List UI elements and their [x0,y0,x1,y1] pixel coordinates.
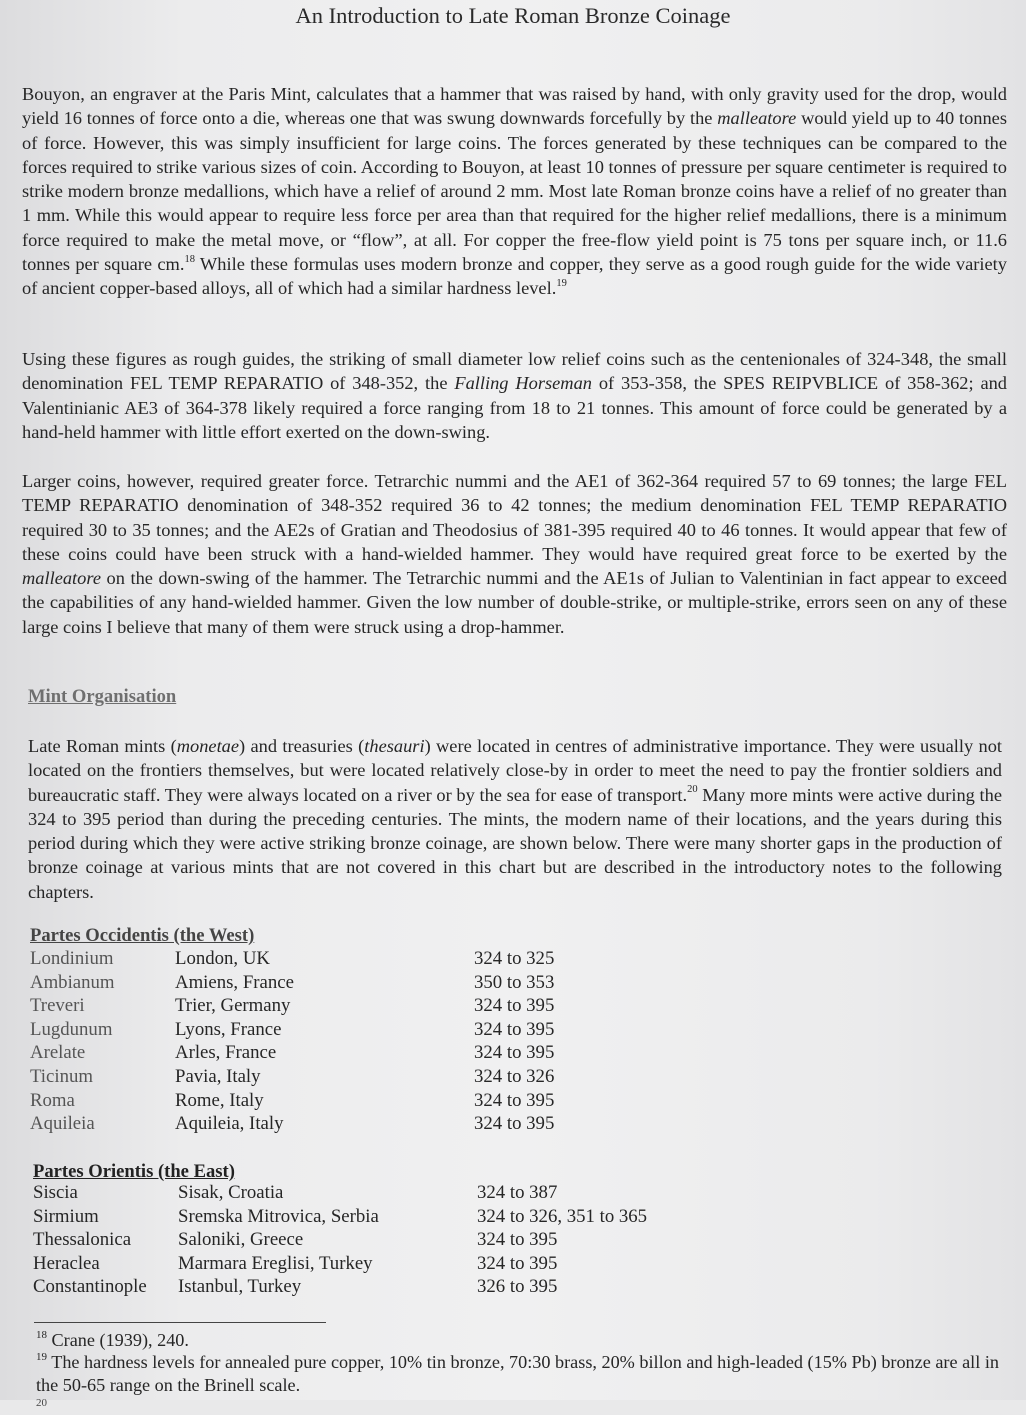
modern-location: Amiens, France [175,971,294,993]
modern-location: Arles, France [175,1042,277,1064]
modern-location: Sisak, Croatia [178,1182,284,1203]
modern-location: Pavia, Italy [175,1065,261,1087]
active-years: 324 to 326 [474,1065,555,1087]
active-years: 324 to 395 [477,1252,558,1274]
active-years: 324 to 395 [474,1018,555,1040]
footnote-divider [34,1322,326,1323]
active-years: 324 to 325 [474,948,555,969]
modern-location: Istanbul, Turkey [178,1276,302,1298]
mint-name: Lugdunum [30,1018,113,1040]
mint-name: Ticinum [30,1065,93,1087]
paragraph-mint-organisation: Late Roman mints (monetae) and treasuries (thesauri) were located in centres of administrative importance. They were usually not located on the frontiers themselves, but were located relatively close-by in order to meet the need to pay the frontier soldiers and bureaucratic staff. They were always located on a river or by the sea for ease of transport.$^{20}$ Many more mints were active during the 324 to 395 period than during the preceding centuries. The mints, the modern name of their locations, and the years during this period during which they were active striking bronze coinage, are shown below. There were many shorter gaps in the production of bronze coinage at various mints that are not covered in this chart but are described in the introductory notes to the following chapters. [28,736,1003,902]
paragraph-large-coins: Larger coins, however, required greater force. Tetrarchic nummi and the AE1 of 362-364 required 57 to 69 tonnes; the large FEL TEMP REPARATIO denomination of 348-352 required 36 to 42 tonnes; the medium denomination FEL TEMP REPARATIO required 30 to 35 tonnes; and the AE2s of Gratian and Theodosius of 381-395 required 40 to 46 tonnes. It would appear that few of these coins could have been struck with a hand-wielded hammer. They would have required great force to be exerted by the malleatore on the down-swing of the hammer. The Tetrarchic nummi and the AE1s of Julian to Valentinian in fact appear to exceed the capabilities of any hand-wielded hammer. Given the low number of double-strike, or multiple-strike, errors seen on any of these large coins I believe that many of them were struck using a drop-hammer. [22,471,1007,637]
modern-location: Sremska Mitrovica, Serbia [178,1205,379,1227]
italic-term: malleatore [22,568,101,589]
mint-name: Aquileia [30,1113,95,1135]
mint-name: Londinium [30,948,114,969]
mint-name: Ambianum [30,971,115,993]
east-mints-heading: Partes Orientis (the East) [33,1161,235,1182]
mint-name: Roma [30,1089,75,1111]
mint-name: Thessalonica [33,1229,132,1251]
footnote-number: 18 [36,1328,47,1341]
modern-location: London, UK [175,948,270,969]
italic-term: monetae [176,736,240,756]
active-years: 350 to 353 [474,971,555,993]
paragraph-small-coins: Using these figures as rough guides, the striking of small diameter low relief coins such as the centenionales of 324-348, the small denomination FEL TEMP REPARATIO of 348-352, the Falling Horseman of 353-358, the SPES REIPVBLICE of 358-362; and Valentinianic AE3 of 364-378 likely required a force ranging from 18 to 21 tonnes. This amount of force could be generated by a hand-held hammer with little effort exerted on the down-swing. [22,349,1007,442]
modern-location: Aquileia, Italy [175,1113,284,1135]
active-years: 324 to 395 [474,1042,555,1064]
footnote-ref: 19 [556,278,567,290]
footnote-ref: 18 [184,253,195,265]
mint-name: Constantinople [33,1276,147,1298]
active-years: 326 to 395 [477,1276,558,1298]
footnote-20-number: 20 [36,1397,47,1409]
active-years: 324 to 395 [474,995,555,1017]
active-years: 324 to 326, 351 to 365 [477,1205,648,1227]
active-years: 324 to 395 [474,1113,555,1135]
modern-location: Marmara Ereglisi, Turkey [178,1252,373,1274]
active-years: 324 to 395 [477,1229,558,1251]
footnote-number: 19 [36,1350,47,1363]
italic-term: Falling Horseman [454,373,592,394]
italic-term: thesauri [364,736,425,756]
modern-location: Lyons, France [175,1018,282,1040]
mint-name: Treveri [30,995,85,1017]
active-years: 324 to 387 [477,1182,558,1203]
mint-name: Sirmium [33,1205,99,1227]
mint-name: Siscia [33,1182,78,1203]
running-header: An Introduction to Late Roman Bronze Coinage [295,3,731,28]
footnote-19: $^{19}$ The hardness levels for annealed pure copper, 10% tin bronze, 70:30 brass, 20% billon and high-leaded (15% Pb) bronze are all in the 50-65 range on the Brinell scale. [36,1350,999,1395]
modern-location: Trier, Germany [175,995,291,1017]
italic-term: malleatore [717,108,797,129]
west-mints-heading: Partes Occidentis (the West) [30,925,255,946]
footnote-18: $^{18}$ Crane (1939), 240. [36,1328,189,1350]
active-years: 324 to 395 [474,1089,555,1111]
modern-location: Rome, Italy [175,1089,264,1111]
modern-location: Saloniki, Greece [178,1229,304,1251]
footnote-ref: 20 [687,784,698,796]
mint-name: Heraclea [33,1252,100,1274]
section-heading: Mint Organisation [28,686,177,707]
paragraph-force-estimates: Bouyon, an engraver at the Paris Mint, calculates that a hammer that was raised by hand, with only gravity used for the drop, would yield 16 tonnes of force onto a die, whereas one that was swung downwards forcefully by the malleatore would yield up to 40 tonnes of force. However, this was simply insufficient for large coins. The forces generated by these techniques can be compared to the forces required to strike various sizes of coin. According to Bouyon, at least 10 tonnes of pressure per square centimeter is required to strike modern bronze medallions, which have a relief of around 2 mm. Most late Roman bronze coins have a relief of no greater than 1 mm. While this would appear to require less force per area than that required for the higher relief medallions, there is a minimum force required to make the metal move, or “flow”, at all. For copper the free-flow yield point is 75 tons per square inch, or 11.6 tonnes per square cm.$^{18}$ While these formulas uses modern bronze and copper, they serve as a good rough guide for the wide variety of ancient copper-based alloys, all of which had a similar hardness level.$^{19}$ [22,84,1008,299]
mint-name: Arelate [30,1042,86,1064]
